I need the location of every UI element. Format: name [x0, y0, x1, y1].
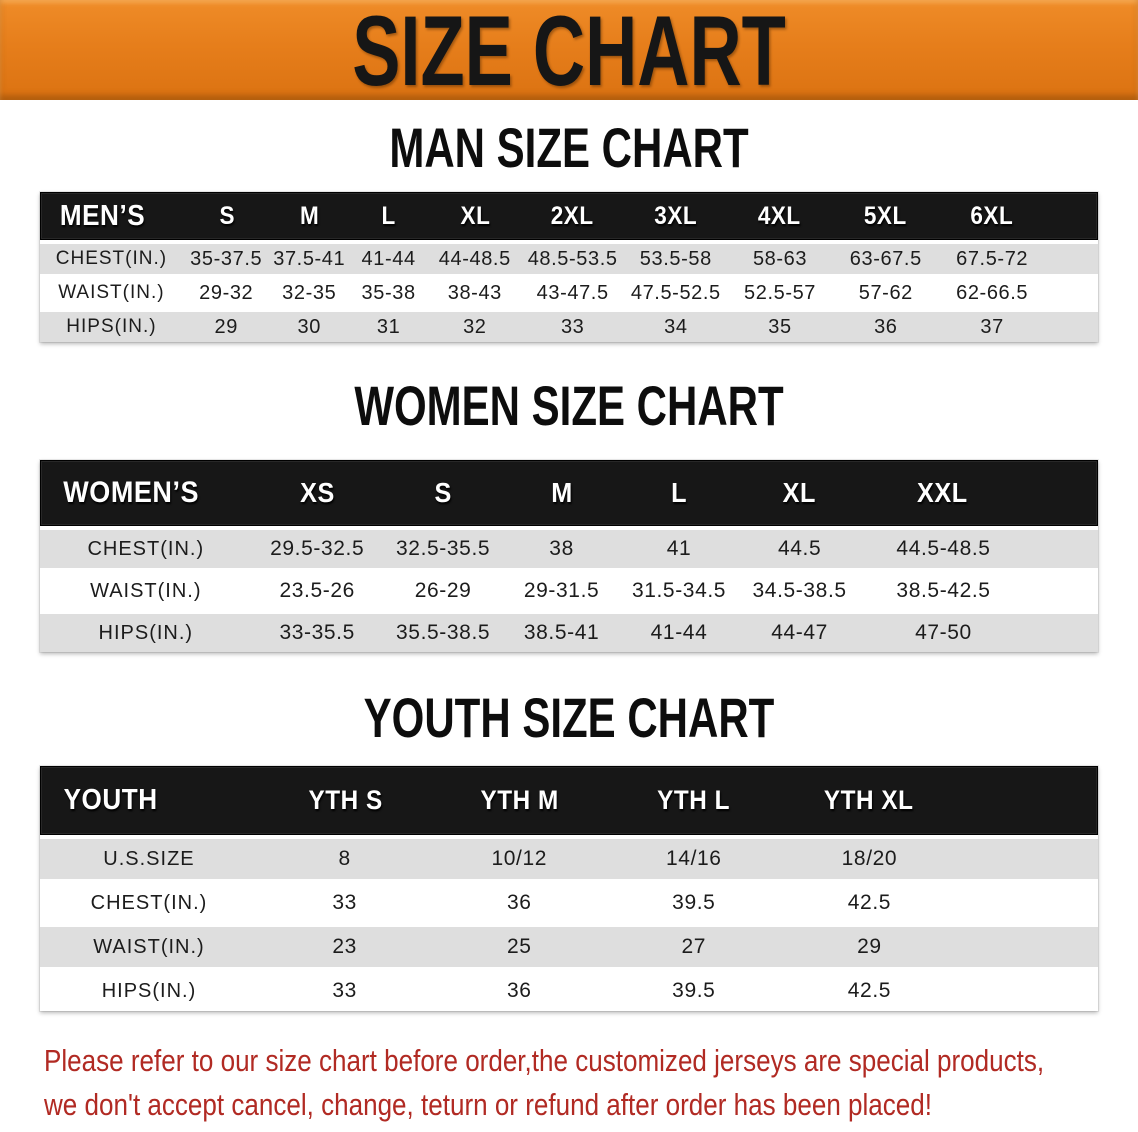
- table-header-row: [40, 192, 1098, 240]
- measurement-value: 38.5-41: [523, 621, 600, 644]
- measurement-value: 42.5: [847, 979, 892, 1002]
- size-column-header: YTH S: [307, 785, 383, 815]
- measurement-label: HIPS(IN.): [66, 316, 157, 337]
- measurement-value: 23.5-26: [279, 579, 355, 602]
- measurement-value: 32: [463, 315, 487, 338]
- measurement-value: 41-44: [361, 247, 416, 270]
- size-chart-sections: [0, 116, 1138, 1011]
- measurement-value: 35: [768, 315, 792, 338]
- table-row: [40, 839, 1098, 879]
- size-column-header: XL: [460, 201, 490, 230]
- measurement-label: CHEST(IN.): [90, 891, 208, 914]
- measurement-value: 31: [376, 315, 401, 338]
- size-column-header: M: [300, 201, 320, 230]
- size-column-header: XXL: [917, 477, 969, 508]
- size-column-header: YTH M: [480, 785, 559, 815]
- measurement-value: 44-48.5: [438, 247, 511, 270]
- measurement-value: 33: [560, 315, 585, 338]
- size-section-0: [0, 116, 1138, 342]
- measurement-label: CHEST(IN.): [87, 537, 205, 560]
- size-column-header: S: [434, 477, 452, 508]
- table-row: [40, 312, 1098, 342]
- table-header-row: [40, 766, 1098, 835]
- size-column-header: XL: [782, 477, 816, 508]
- measurement-value: 37.5-41: [273, 247, 346, 270]
- measurement-label: HIPS(IN.): [98, 621, 194, 644]
- size-column-header: 6XL: [969, 201, 1013, 230]
- measurement-value: 58-63: [752, 247, 808, 270]
- measurement-value: 27: [681, 935, 707, 958]
- size-column-header: L: [670, 477, 687, 508]
- measurement-value: 29.5-32.5: [270, 537, 365, 560]
- table-row: [40, 927, 1098, 967]
- section-heading: MAN SIZE CHART: [389, 116, 749, 179]
- section-heading: WOMEN SIZE CHART: [354, 374, 784, 437]
- table-row: [40, 244, 1098, 274]
- measurement-value: 29: [214, 315, 238, 338]
- measurement-value: 36: [506, 891, 532, 914]
- size-column-header: 5XL: [863, 201, 907, 230]
- measurement-value: 44-47: [771, 621, 828, 644]
- table-row: [40, 278, 1098, 308]
- measurement-value: 43-47.5: [536, 281, 609, 304]
- measurement-value: 33: [332, 891, 357, 914]
- table-row: [40, 883, 1098, 923]
- size-table: [40, 460, 1098, 652]
- table-row: [40, 971, 1098, 1011]
- measurement-label: WAIST(IN.): [93, 935, 205, 958]
- measurement-value: 44.5: [777, 537, 822, 560]
- table-row: [40, 530, 1098, 568]
- measurement-value: 52.5-57: [744, 281, 817, 304]
- measurement-value: 63-67.5: [849, 247, 922, 270]
- measurement-value: 53.5-58: [639, 247, 712, 270]
- measurement-label: CHEST(IN.): [55, 248, 168, 269]
- measurement-label: WAIST(IN.): [58, 282, 165, 303]
- measurement-value: 67.5-72: [956, 247, 1029, 270]
- size-column-header: YTH L: [657, 785, 731, 815]
- measurement-value: 32.5-35.5: [396, 537, 491, 560]
- size-column-header: 4XL: [758, 201, 802, 230]
- measurement-label: HIPS(IN.): [101, 979, 197, 1002]
- measurement-value: 25: [506, 935, 532, 958]
- banner-title: SIZE CHART: [352, 0, 786, 106]
- measurement-value: 38: [549, 537, 574, 560]
- size-column-header: 2XL: [551, 201, 595, 230]
- measurement-value: 39.5: [672, 891, 716, 914]
- size-section-2: [0, 686, 1138, 1011]
- measurement-value: 32-35: [282, 281, 337, 304]
- measurement-value: 41: [666, 537, 692, 560]
- measurement-value: 42.5: [847, 891, 892, 914]
- measurement-value: 33: [332, 979, 357, 1002]
- measurement-value: 34.5-38.5: [752, 579, 847, 602]
- measurement-value: 41-44: [650, 621, 708, 644]
- measurement-value: 29-31.5: [523, 579, 600, 602]
- table-title-cell: MEN’S: [59, 199, 146, 232]
- measurement-value: 35-38: [361, 281, 416, 304]
- measurement-value: 39.5: [672, 979, 716, 1002]
- measurement-value: 10/12: [491, 847, 548, 870]
- measurement-label: U.S.SIZE: [103, 847, 195, 870]
- size-section-1: [0, 374, 1138, 652]
- size-column-header: 3XL: [654, 201, 698, 230]
- measurement-value: 37: [980, 315, 1004, 338]
- measurement-value: 44.5-48.5: [896, 537, 991, 560]
- size-column-header: M: [550, 477, 573, 508]
- measurement-value: 62-66.5: [956, 281, 1029, 304]
- table-row: [40, 572, 1098, 610]
- measurement-value: 35.5-38.5: [396, 621, 491, 644]
- size-column-header: S: [219, 201, 235, 230]
- table-header-row: [40, 460, 1098, 526]
- disclaimer-line-2: we don't accept cancel, change, teturn or refund after order has been placed!: [44, 1087, 933, 1122]
- size-chart-banner: [0, 0, 1138, 106]
- measurement-value: 38-43: [447, 281, 502, 304]
- disclaimer: [44, 1039, 1138, 1127]
- measurement-value: 47-50: [915, 621, 972, 644]
- measurement-value: 8: [338, 847, 351, 870]
- size-column-header: XS: [300, 477, 336, 508]
- table-title-cell: YOUTH: [63, 784, 158, 816]
- table-title-cell: WOMEN’S: [63, 476, 200, 509]
- measurement-value: 18/20: [841, 847, 898, 870]
- measurement-label: WAIST(IN.): [90, 579, 202, 602]
- measurement-value: 14/16: [666, 847, 722, 870]
- measurement-value: 36: [506, 979, 532, 1002]
- section-heading: YOUTH SIZE CHART: [363, 686, 775, 749]
- size-table: [40, 192, 1098, 342]
- measurement-value: 26-29: [414, 579, 472, 602]
- size-column-header: YTH XL: [824, 785, 914, 815]
- measurement-value: 29: [857, 935, 882, 958]
- measurement-value: 38.5-42.5: [896, 579, 991, 602]
- measurement-value: 29-32: [199, 281, 254, 304]
- size-table: [40, 766, 1098, 1011]
- measurement-value: 35-37.5: [190, 247, 263, 270]
- measurement-value: 47.5-52.5: [630, 281, 721, 304]
- measurement-value: 36: [874, 315, 898, 338]
- measurement-value: 30: [297, 315, 321, 338]
- measurement-value: 31.5-34.5: [631, 579, 727, 602]
- measurement-value: 33-35.5: [279, 621, 355, 644]
- disclaimer-line-1: Please refer to our size chart before order,the customized jerseys are special products,: [44, 1043, 1045, 1078]
- measurement-value: 57-62: [858, 281, 913, 304]
- measurement-value: 34: [664, 315, 688, 338]
- measurement-value: 23: [332, 935, 357, 958]
- size-column-header: L: [381, 201, 397, 230]
- measurement-value: 48.5-53.5: [527, 247, 618, 270]
- table-row: [40, 614, 1098, 652]
